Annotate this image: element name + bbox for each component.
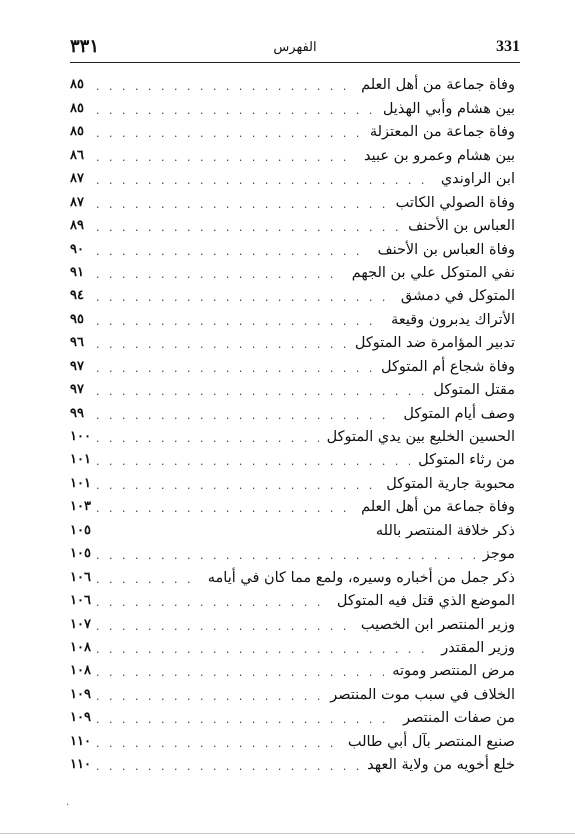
entry-page-number: ١٠٦: [70, 569, 91, 585]
entry-title: صنيع المنتصر بآل أبي طالب: [347, 733, 515, 750]
entry-title: الموضع الذي قتل فيه المتوكل: [336, 593, 515, 610]
dot-leader: [96, 406, 395, 424]
dot-leader: [96, 195, 388, 213]
dot-leader: [96, 663, 384, 681]
toc-entry: [70, 330, 515, 353]
dot-leader: [96, 335, 347, 353]
toc-entry: [70, 541, 515, 564]
toc-entry: [70, 283, 515, 306]
entry-page-number: ١١٠: [70, 757, 91, 773]
dot-leader: [96, 757, 359, 775]
entry-page-number: ٨٥: [70, 100, 84, 116]
entry-page-number: ١٠٠: [70, 429, 91, 444]
dot-leader: [96, 171, 433, 189]
entry-page-number: ١٠٩: [70, 710, 91, 726]
entry-title: الأتراك يدبرون وقيعة: [391, 311, 515, 328]
page-title: الفهرس: [273, 40, 317, 55]
entry-page-number: ١٠٩: [70, 686, 91, 702]
page-header: [70, 32, 520, 63]
toc-entry: [70, 752, 515, 775]
toc-entry: [70, 588, 515, 611]
dot-leader: [96, 617, 353, 635]
entry-title: وفاة جماعة من أهل العلم: [361, 77, 515, 94]
entry-page-number: ٩٠: [70, 241, 84, 257]
entry-title: مقتل المتوكل: [433, 382, 515, 399]
dot-leader: [96, 218, 400, 236]
entry-title: وفاة الصولي الكاتب: [395, 194, 515, 211]
entry-title: مرض المنتصر وموته: [392, 663, 515, 680]
entry-page-number: ١٠١: [70, 452, 91, 468]
toc-entry: [70, 705, 515, 728]
entry-title: ذكر جمل من أخباره وسيره، ولمع مما كان في أيامه: [207, 569, 515, 586]
dot-leader: [96, 640, 433, 658]
dot-leader: [96, 710, 395, 728]
entry-page-number: ٩٥: [70, 311, 84, 327]
dot-leader: [96, 265, 344, 283]
entry-page-number: ٨٦: [70, 147, 84, 163]
toc-entry: [70, 260, 515, 283]
page-number-latin: 331: [496, 38, 520, 55]
toc-entry: [70, 213, 515, 236]
toc-entry: [70, 470, 515, 493]
entry-page-number: ١٠٥: [70, 522, 91, 538]
dot-leader: [96, 288, 393, 306]
page-number-arabic: ٣٣١: [70, 36, 100, 57]
dot-leader: [96, 593, 329, 611]
entry-title: خلع أخويه من ولاية العهد: [367, 757, 515, 774]
toc-entry: [70, 494, 515, 517]
dot-leader: [96, 476, 378, 494]
dot-leader: [96, 242, 370, 260]
toc-entry: [70, 119, 515, 142]
entry-title: بين هشام وأبي الهذيل: [382, 100, 515, 117]
entry-page-number: ١٠٨: [70, 663, 91, 679]
toc-entry: [70, 447, 515, 470]
entry-page-number: ١٠١: [70, 475, 91, 491]
entry-title: الخلاف في سبب موت المنتصر: [330, 686, 515, 703]
entry-page-number: ١١٠: [70, 733, 91, 749]
footer-dot: ·: [66, 800, 70, 811]
entry-page-number: ٩٩: [70, 405, 84, 421]
entry-title: من رثاء المتوكل: [418, 452, 515, 469]
toc-entry: [70, 728, 515, 751]
dot-leader: [96, 452, 410, 470]
entry-page-number: ٩٧: [70, 358, 84, 374]
toc-entry: [70, 142, 515, 165]
entry-title: نفي المتوكل علي بن الجهم: [351, 264, 515, 281]
toc-entry: [70, 72, 515, 95]
entry-title: المتوكل في دمشق: [400, 288, 515, 305]
entry-title: تدبير المؤامرة ضد المتوكل: [354, 335, 515, 352]
dot-leader: [96, 499, 353, 517]
dot-leader: [96, 359, 373, 377]
entry-page-number: ١٠٧: [70, 616, 91, 632]
entry-title: ذكر خلافة المنتصر بالله: [375, 522, 515, 539]
toc-entry: [70, 236, 515, 259]
entry-page-number: ٨٧: [70, 194, 84, 210]
toc-entry: [70, 517, 515, 540]
page-edge-line: [0, 833, 575, 834]
entry-title: محبوبة جارية المتوكل: [386, 475, 515, 492]
dot-leader: [96, 77, 353, 95]
toc-entry: [70, 353, 515, 376]
toc-entry: [70, 377, 515, 400]
toc-entry: [70, 424, 515, 447]
dot-leader: [96, 312, 383, 330]
toc-entry: [70, 95, 515, 118]
dot-leader: [96, 124, 362, 142]
entry-page-number: ٩٤: [70, 288, 84, 304]
toc-entry: [70, 658, 515, 681]
entry-title: بين هشام وعمرو بن عبيد: [364, 147, 515, 164]
entry-page-number: ١٠٨: [70, 639, 91, 655]
entry-page-number: ٩١: [70, 264, 84, 280]
entry-page-number: ١٠٣: [70, 499, 91, 515]
dot-leader: [96, 101, 375, 119]
entry-title: وفاة جماعة من المعتزلة: [369, 124, 515, 141]
toc-entry: [70, 400, 515, 423]
dot-leader: [96, 546, 475, 564]
dot-leader: [96, 148, 356, 166]
dot-leader: [96, 523, 368, 541]
entry-title: من صفات المنتصر: [403, 710, 515, 727]
entry-title: وصف أيام المتوكل: [403, 405, 515, 422]
entry-title: العباس بن الأحنف: [408, 218, 515, 235]
entry-page-number: ٨٩: [70, 218, 84, 234]
entry-title: وفاة العباس بن الأحنف: [377, 241, 515, 258]
entry-page-number: ٨٥: [70, 124, 84, 140]
entry-page-number: ١٠٦: [70, 593, 91, 609]
entry-title: ابن الراوندي: [440, 171, 515, 188]
toc-entry: [70, 189, 515, 212]
entry-title: الحسين الخليع بين يدي المتوكل: [326, 429, 515, 445]
entry-title: وفاة شجاع أم المتوكل: [381, 358, 515, 375]
entry-page-number: ٨٧: [70, 171, 84, 187]
entry-page-number: ٩٦: [70, 335, 84, 351]
dot-leader: [96, 570, 200, 588]
toc-entry: [70, 635, 515, 658]
entry-page-number: ٩٧: [70, 382, 84, 398]
dot-leader: [96, 734, 340, 752]
dot-leader: [96, 429, 319, 447]
toc-entry: [70, 564, 515, 587]
dot-leader: [96, 382, 425, 400]
toc-entry: [70, 611, 515, 634]
dot-leader: [96, 687, 322, 705]
table-of-contents: [70, 72, 515, 775]
entry-title: وزير المنتصر ابن الخصيب: [360, 616, 515, 633]
entry-title: وفاة جماعة من أهل العلم: [361, 499, 515, 516]
entry-title: موجز: [482, 546, 515, 563]
toc-entry: [70, 166, 515, 189]
entry-page-number: ١٠٥: [70, 546, 91, 562]
toc-entry: [70, 681, 515, 704]
entry-title: وزير المقتدر: [441, 639, 515, 656]
toc-entry: [70, 306, 515, 329]
entry-page-number: ٨٥: [70, 77, 84, 93]
